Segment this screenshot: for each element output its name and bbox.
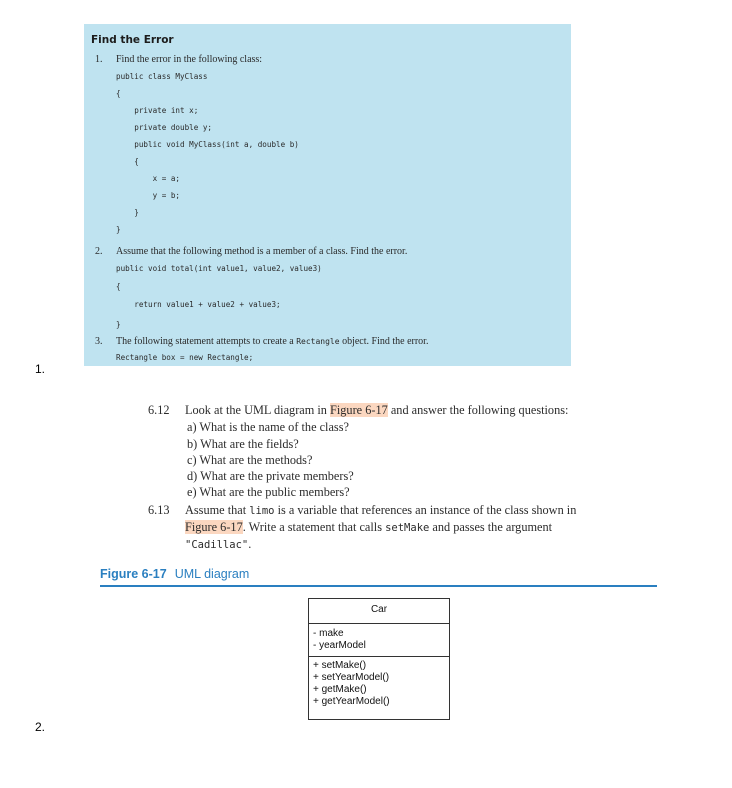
figure-6-17-link[interactable]: Figure 6-17 [185, 520, 243, 534]
code-line: } [116, 208, 139, 217]
item-1-number: 1. [95, 54, 103, 65]
question-6-13-line-3 [185, 537, 251, 552]
outer-list-number-1: 1. [35, 362, 46, 376]
uml-class-name: Car [370, 604, 388, 615]
question-6-13-number: 6.13 [148, 503, 170, 517]
item-3-code: Rectangle box = new Rectangle; [116, 353, 254, 362]
figure-caption [100, 567, 249, 581]
q612-text-before: Look at the UML diagram in [185, 403, 331, 417]
figure-caption-text: UML diagram [174, 567, 250, 581]
uml-divider [309, 656, 449, 657]
code-line: } [116, 225, 121, 234]
code-line: { [116, 89, 121, 98]
q613-line2-code: setMake [385, 522, 430, 534]
question-6-12-text [185, 403, 568, 418]
code-line: y = b; [116, 191, 181, 200]
uml-divider [309, 623, 449, 624]
code-line: } [116, 320, 121, 329]
q613-line3-code: "Cadillac" [185, 539, 249, 551]
uml-field: - yearModel [313, 640, 366, 651]
cut-off-text-line [104, 364, 574, 372]
question-6-12-c: c) What are the methods? [187, 453, 313, 467]
question-6-12-e: e) What are the public members? [187, 485, 350, 499]
question-6-13-line-1 [185, 503, 576, 518]
uml-class-box [308, 598, 450, 720]
code-line: { [116, 282, 121, 291]
q613-line3-after: . [248, 537, 252, 551]
question-6-12-a: a) What is the name of the class? [187, 420, 349, 434]
q612-text-after: and answer the following questions: [387, 403, 569, 417]
code-line: public void MyClass(int a, double b) [116, 140, 299, 149]
item-3-text-after: object. Find the error. [339, 336, 429, 347]
item-2-text: Assume that the following method is a member of a class. Find the error. [116, 246, 408, 257]
uml-method: + getYearModel() [313, 696, 390, 707]
q613-line2-after: and passes the argument [429, 520, 553, 534]
code-line: { [116, 157, 139, 166]
code-line: x = a; [116, 174, 181, 183]
item-3-text [116, 336, 428, 347]
question-6-12-d: d) What are the private members? [187, 469, 354, 483]
uml-method: + setYearModel() [313, 672, 390, 683]
code-line: private int x; [116, 106, 199, 115]
question-6-12-b: b) What are the fields? [187, 437, 299, 451]
uml-field: - make [313, 628, 344, 639]
figure-6-17-link[interactable]: Figure 6-17 [330, 403, 388, 417]
q613-line1-code: limo [249, 505, 275, 517]
item-2-number: 2. [95, 246, 103, 257]
code-line: return value1 + value2 + value3; [116, 300, 281, 309]
uml-method: + getMake() [313, 684, 367, 695]
code-line: public void total(int value1, value2, value3) [116, 264, 322, 273]
item-3-text-before: The following statement attempts to create a [116, 336, 297, 347]
panel-title: Find the Error [91, 34, 174, 46]
q613-line1-after: is a variable that references an instance of the class shown in [274, 503, 577, 517]
q613-line2-before: . Write a statement that calls [242, 520, 386, 534]
question-6-13-line-2 [185, 520, 552, 535]
code-line: public class MyClass [116, 72, 208, 81]
q613-line1-before: Assume that [185, 503, 250, 517]
question-6-12-number: 6.12 [148, 403, 170, 417]
figure-rule [100, 585, 657, 587]
uml-method: + setMake() [313, 660, 367, 671]
find-the-error-panel [84, 24, 571, 366]
item-3-number: 3. [95, 336, 103, 347]
item-1-text: Find the error in the following class: [116, 54, 263, 65]
outer-list-number-2: 2. [35, 720, 46, 734]
code-line: private double y; [116, 123, 213, 132]
figure-label: Figure 6-17 [100, 567, 167, 581]
item-3-text-code: Rectangle [296, 337, 340, 346]
